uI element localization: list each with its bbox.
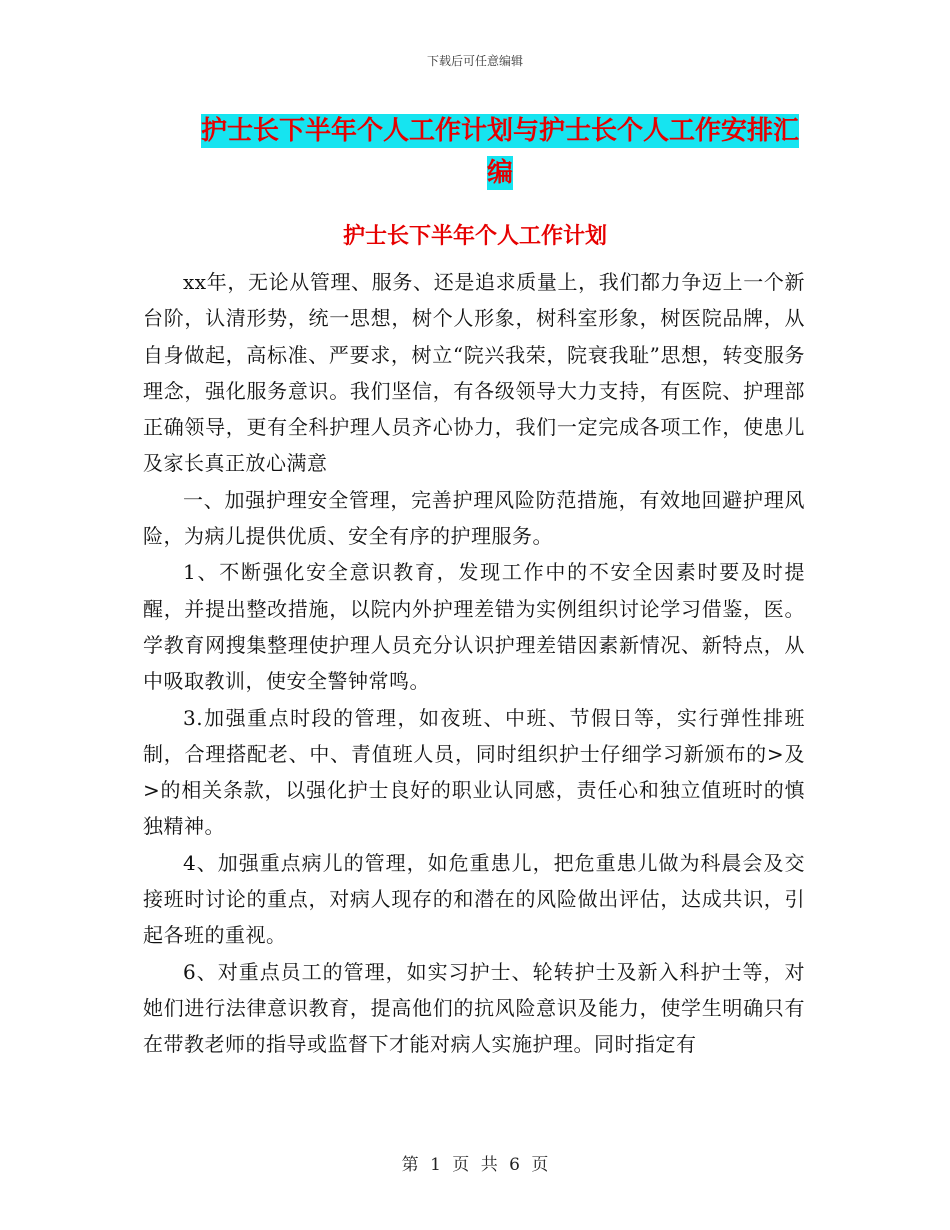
document-title xyxy=(195,110,805,194)
paragraph: 6、对重点员工的管理，如实习护士、轮转护士及新入科护士等，对她们进行法律意识教育，提高他们的抗风险意识及能力，使学生明确只有在带教老师的指导或监督下才能对病人实施护理。同时指定有 xyxy=(143,959,805,1057)
paragraph: 4、加强重点病儿的管理，如危重患儿，把危重患儿做为科晨会及交接班时讨论的重点，对病人现存的和潜在的风险做出评估，达成共识，引起各班的重视。 xyxy=(143,850,805,948)
paragraph: 一、加强护理安全管理，完善护理风险防范措施，有效地回避护理风险，为病儿提供优质、安全有序的护理服务。 xyxy=(143,487,805,549)
page-number-footer: 第 1 页 共 6 页 xyxy=(401,1155,549,1175)
document-body xyxy=(143,264,805,1063)
paragraph: xx年，无论从管理、服务、还是追求质量上，我们都力争迈上一个新台阶，认清形势，统一思想，树个人形象，树科室形象，树医院品牌，从自身做起，高标准、严要求，树立“院兴我荣，院衰我耻”思想，转变服务理念，强化服务意识。我们坚信，有各级领导大力支持，有医院、护理部正确领导，更有全科护理人员齐心协力，我们一定完成各项工作，使患儿及家长真正放心满意 xyxy=(143,270,805,476)
paragraph: 3.加强重点时段的管理，如夜班、中班、节假日等，实行弹性排班制，合理搭配老、中、青值班人员，同时组织护士仔细学习新颁布的>及>的相关条款，以强化护士良好的职业认同感，责任心和独立值班时的慎独精神。 xyxy=(143,705,805,839)
document-title-text: 护士长下半年个人工作计划与护士长个人工作安排汇编 xyxy=(200,116,799,188)
section-title: 护士长下半年个人工作计划 xyxy=(342,223,607,249)
header-note: 下载后可任意编辑 xyxy=(426,54,523,68)
paragraph: 1、不断强化安全意识教育，发现工作中的不安全因素时要及时提醒，并提出整改措施，以院内外护理差错为实例组织讨论学习借鉴，医。学教育网搜集整理使护理人员充分认识护理差错因素新情况、新特点，从中吸取教训，使安全警钟常鸣。 xyxy=(143,560,805,694)
